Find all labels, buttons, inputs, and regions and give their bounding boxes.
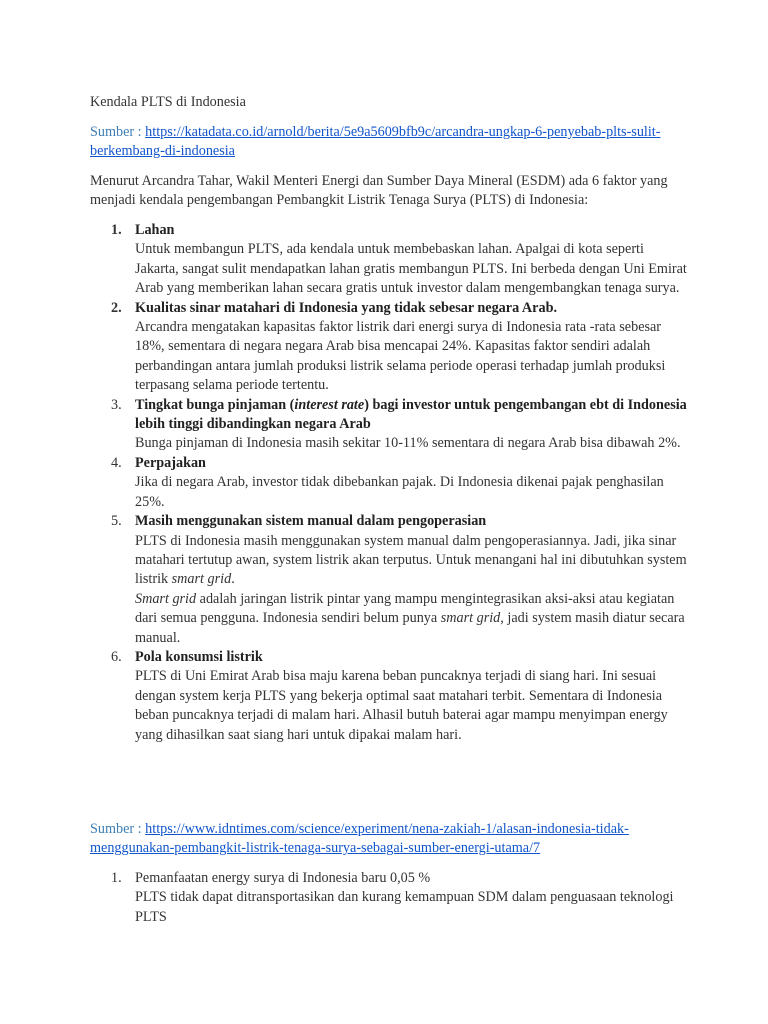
list-item — [90, 221, 690, 299]
list-item-body — [135, 532, 690, 590]
list-item-heading: Perpajakan — [135, 454, 206, 471]
list-item-body: Jika di negara Arab, investor tidak dibebankan pajak. Di Indonesia dikenai pajak penghasilan 25%. — [135, 474, 664, 510]
list-item-body — [135, 590, 690, 648]
list-item-number: 4. — [111, 454, 122, 471]
body-part: . — [231, 571, 235, 588]
body-emphasis: smart grid — [440, 610, 501, 627]
document-title: Kendala PLTS di Indonesia — [90, 94, 246, 110]
list-item-number: 3. — [111, 396, 122, 413]
list-item-number: 2. — [111, 299, 122, 316]
list-item-number: 5. — [111, 513, 122, 530]
source-1-link[interactable]: https://katadata.co.id/arnold/berita/5e9a5609bfb9c/arcandra-ungkap-6-penyebab-plts-sulit-berkembang-di-indonesia — [90, 124, 661, 160]
list-item — [90, 396, 690, 454]
source-1 — [90, 123, 690, 162]
list-item — [90, 648, 690, 745]
source-2-label: Sumber : — [90, 821, 146, 837]
heading-part: Tingkat bunga pinjaman ( — [135, 396, 295, 413]
body-part: , jadi system masih diatur secara manual. — [135, 610, 685, 646]
intro-paragraph: Menurut Arcandra Tahar, Wakil Menteri Energi dan Sumber Daya Mineral (ESDM) ada 6 faktor yang menjadi kendala pengembangan Pembangkit Listrik Tenaga Surya (PLTS) di Indonesia: — [90, 173, 668, 209]
list-item-number: 1. — [111, 870, 122, 886]
source-1-label: Sumber : — [90, 124, 146, 140]
heading-part: ) bagi investor untuk pengembangan ebt di Indonesia lebih tinggi dibandingkan negara Arab — [135, 396, 687, 433]
source-2 — [90, 820, 690, 859]
list-item-line: PLTS tidak dapat ditransportasikan dan kurang kemampuan SDM dalam penguasaan teknologi PLTS — [135, 889, 674, 925]
list-item-heading: Masih menggunakan sistem manual dalam pengoperasian — [135, 513, 487, 530]
heading-emphasis: interest rate — [294, 396, 365, 413]
list-item — [90, 454, 690, 512]
list-item — [90, 512, 690, 648]
body-part: PLTS di Indonesia masih menggunakan system manual dalm pengoperasiannya. Jadi, jika sinar matahari tertutup awan, system listrik akan terputus. Untuk menangani hal ini dibutuhkan system listrik — [135, 532, 687, 588]
list-item-number: 1. — [111, 222, 122, 238]
list-item-body: PLTS di Uni Emirat Arab bisa maju karena beban puncaknya terjadi di siang hari. Ini sesuai dengan system kerja PLTS yang bekerja optimal saat matahari terbit. Sementara di Indonesia beban puncaknya terjadi di malam hari. Alhasil butuh baterai agar mampu menyimpan energy yang dihasilkan saat siang hari untuk dipakai malam hari. — [135, 668, 668, 743]
source-2-link[interactable]: https://www.idntimes.com/science/experiment/nena-zakiah-1/alasan-indonesia-tidak-menggunakan-pembangkit-listrik-tenaga-surya-sebagai-sumber-energi-utama/7 — [90, 821, 629, 857]
list-item-number: 6. — [111, 648, 122, 665]
list-item-heading: Kualitas sinar matahari di Indonesia yang tidak sebesar negara Arab. — [135, 299, 558, 316]
list-item-body: Untuk membangun PLTS, ada kendala untuk membebaskan lahan. Apalgai di kota seperti Jakarta, sangat sulit mendapatkan lahan gratis membangun PLTS. Ini berbeda dengan Uni Emirat Arab yang memberikan lahan secara gratis untuk investor dalam mengembangkan tenaga surya. — [135, 241, 687, 297]
body-emphasis: smart grid — [171, 571, 232, 588]
list-item-body: Arcandra mengatakan kapasitas faktor listrik dari energi surya di Indonesia rata -rata sebesar 18%, sementara di negara negara Arab bisa mencapai 24%. Kapasitas faktor sendiri adalah perbandingan antara jumlah produksi listrik selama periode operasi terhadap jumlah produksi terpasang selama periode tertentu. — [135, 319, 666, 394]
body-part: adalah jaringan listrik pintar yang mampu mengintegrasikan aksi-aksi atau kegiatan dari semua pengguna. Indonesia sendiri belum punya — [135, 590, 675, 627]
second-list — [90, 869, 690, 927]
list-item-heading: Pola konsumsi listrik — [135, 648, 263, 665]
list-item-body: Bunga pinjaman di Indonesia masih sekitar 10-11% sementara di negara Arab bisa dibawah 2%. — [135, 435, 681, 452]
list-item-heading — [135, 396, 690, 435]
constraints-list — [90, 221, 690, 745]
list-item-line: Pemanfaatan energy surya di Indonesia baru 0,05 % — [135, 870, 431, 886]
body-emphasis: Smart grid — [135, 590, 197, 607]
list-item — [90, 299, 690, 396]
list-item — [90, 869, 690, 927]
list-item-heading: Lahan — [135, 222, 175, 238]
